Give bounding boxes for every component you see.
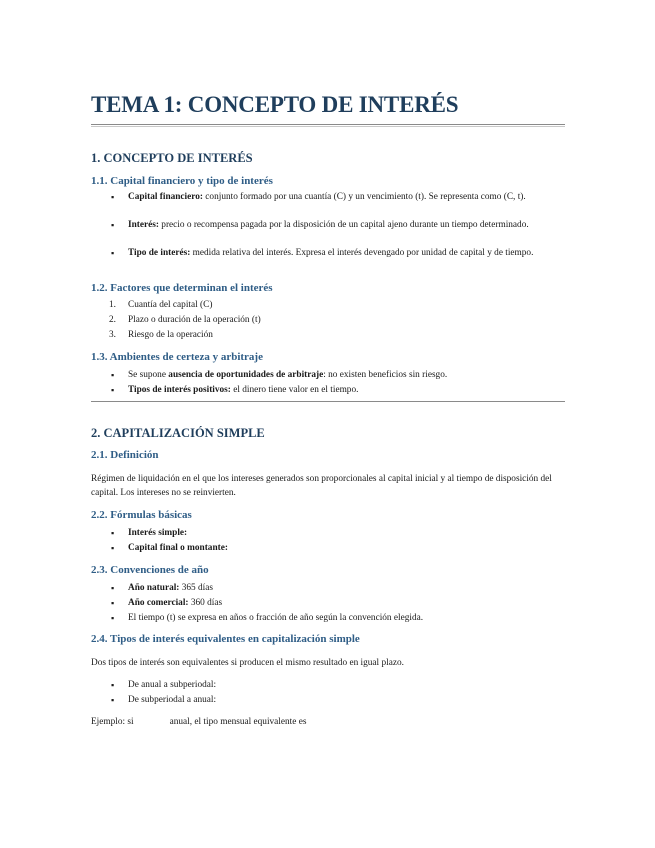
subsection-1-2-heading: 1.2. Factores que determinan el interés [91, 282, 273, 294]
list-item-arbitraje [128, 369, 565, 383]
term-label: Año natural: [128, 583, 180, 593]
definition-paragraph: Régimen de liquidación en el que los intereses generados son proporcionales al capital inicial y al tiempo de disposición del capital. Los intereses no se reinvierten. [91, 474, 552, 498]
list-item-tipos-positivos [128, 384, 565, 398]
term-definition: 365 días [179, 583, 213, 593]
term-label: Capital financiero: [128, 192, 203, 202]
list-item-ano-comercial [128, 597, 565, 611]
subsection-2-4-heading: 2.4. Tipos de interés equivalentes en capitalización simple [91, 633, 360, 645]
term-label: Año comercial: [128, 598, 189, 608]
list-number: 2. [109, 315, 116, 325]
bullet-icon: ▪ [111, 192, 115, 202]
text-run: : no existen beneficios sin riesgo. [323, 370, 448, 380]
text-run: Se supone [128, 370, 169, 380]
list-item-capital-financiero [128, 191, 565, 205]
term-definition: medida relativa del interés. Expresa el interés devengado por unidad de capital y de tiempo. [190, 248, 534, 258]
list-item-tipo-de-interes [128, 247, 565, 261]
emphasis: ausencia de oportunidades de arbitraje [168, 370, 324, 380]
bullet-icon: ▪ [111, 370, 115, 380]
section-1-heading: 1. CONCEPTO DE INTERÉS [91, 151, 253, 165]
term-definition: conjunto formado por una cuantía (C) y un vencimiento (t). Se representa como (C, t). [202, 192, 526, 202]
ordered-list-item: Riesgo de la operación [128, 330, 213, 340]
list-item-subperiodal-a-anual: De subperiodal a anual: [128, 695, 217, 705]
subsection-2-3-heading: 2.3. Convenciones de año [91, 564, 209, 576]
bullet-icon: ▪ [111, 613, 115, 623]
example-paragraph [91, 716, 565, 730]
subsection-2-2-heading: 2.2. Fórmulas básicas [91, 509, 192, 521]
list-item-ano-natural [128, 582, 565, 596]
formula-label: Capital final o montante: [128, 543, 228, 553]
formula-label: Interés simple: [128, 528, 188, 538]
ordered-list-item: Cuantía del capital (C) [128, 300, 213, 310]
bullet-icon: ▪ [111, 543, 115, 553]
section-2-heading: 2. CAPITALIZACIÓN SIMPLE [91, 426, 265, 440]
list-number: 3. [109, 330, 116, 340]
example-text-end: anual, el tipo mensual equivalente es [169, 717, 307, 727]
list-number: 1. [109, 300, 116, 310]
list-item-interes [128, 219, 565, 233]
term-label: Tipos de interés positivos: [128, 385, 231, 395]
term-label: Interés: [128, 220, 159, 230]
subsection-1-1-heading: 1.1. Capital financiero y tipo de interés [91, 175, 273, 187]
term-definition: precio o recompensa pagada por la disposición de un capital ajeno durante un tiempo determinado. [158, 220, 529, 230]
subsection-1-3-heading: 1.3. Ambientes de certeza y arbitraje [91, 351, 263, 363]
document-title: TEMA 1: CONCEPTO DE INTERÉS [91, 92, 459, 117]
bullet-icon: ▪ [111, 528, 115, 538]
section-divider [91, 401, 565, 402]
bullet-icon: ▪ [111, 598, 115, 608]
list-item-capital-final [128, 542, 565, 556]
subsection-2-1-heading: 2.1. Definición [91, 449, 159, 461]
term-definition: 360 días [188, 598, 223, 608]
bullet-icon: ▪ [111, 695, 115, 705]
term-label: Tipo de interés: [128, 248, 191, 258]
list-item-anual-a-subperiodal: De anual a subperiodal: [128, 680, 217, 690]
bullet-icon: ▪ [111, 220, 115, 230]
ordered-list-item: Plazo o duración de la operación (t) [128, 315, 261, 325]
equivalence-paragraph: Dos tipos de interés son equivalentes si producen el mismo resultado en igual plazo. [91, 658, 404, 668]
bullet-icon: ▪ [111, 385, 115, 395]
term-definition: el dinero tiene valor en el tiempo. [230, 385, 359, 395]
bullet-icon: ▪ [111, 583, 115, 593]
example-text-start: Ejemplo: si [91, 717, 134, 727]
bullet-icon: ▪ [111, 248, 115, 258]
list-item-tiempo: El tiempo (t) se expresa en años o fracción de año según la convención elegida. [128, 613, 424, 623]
bullet-icon: ▪ [111, 680, 115, 690]
title-divider [91, 124, 565, 127]
list-item-interes-simple [128, 527, 565, 541]
